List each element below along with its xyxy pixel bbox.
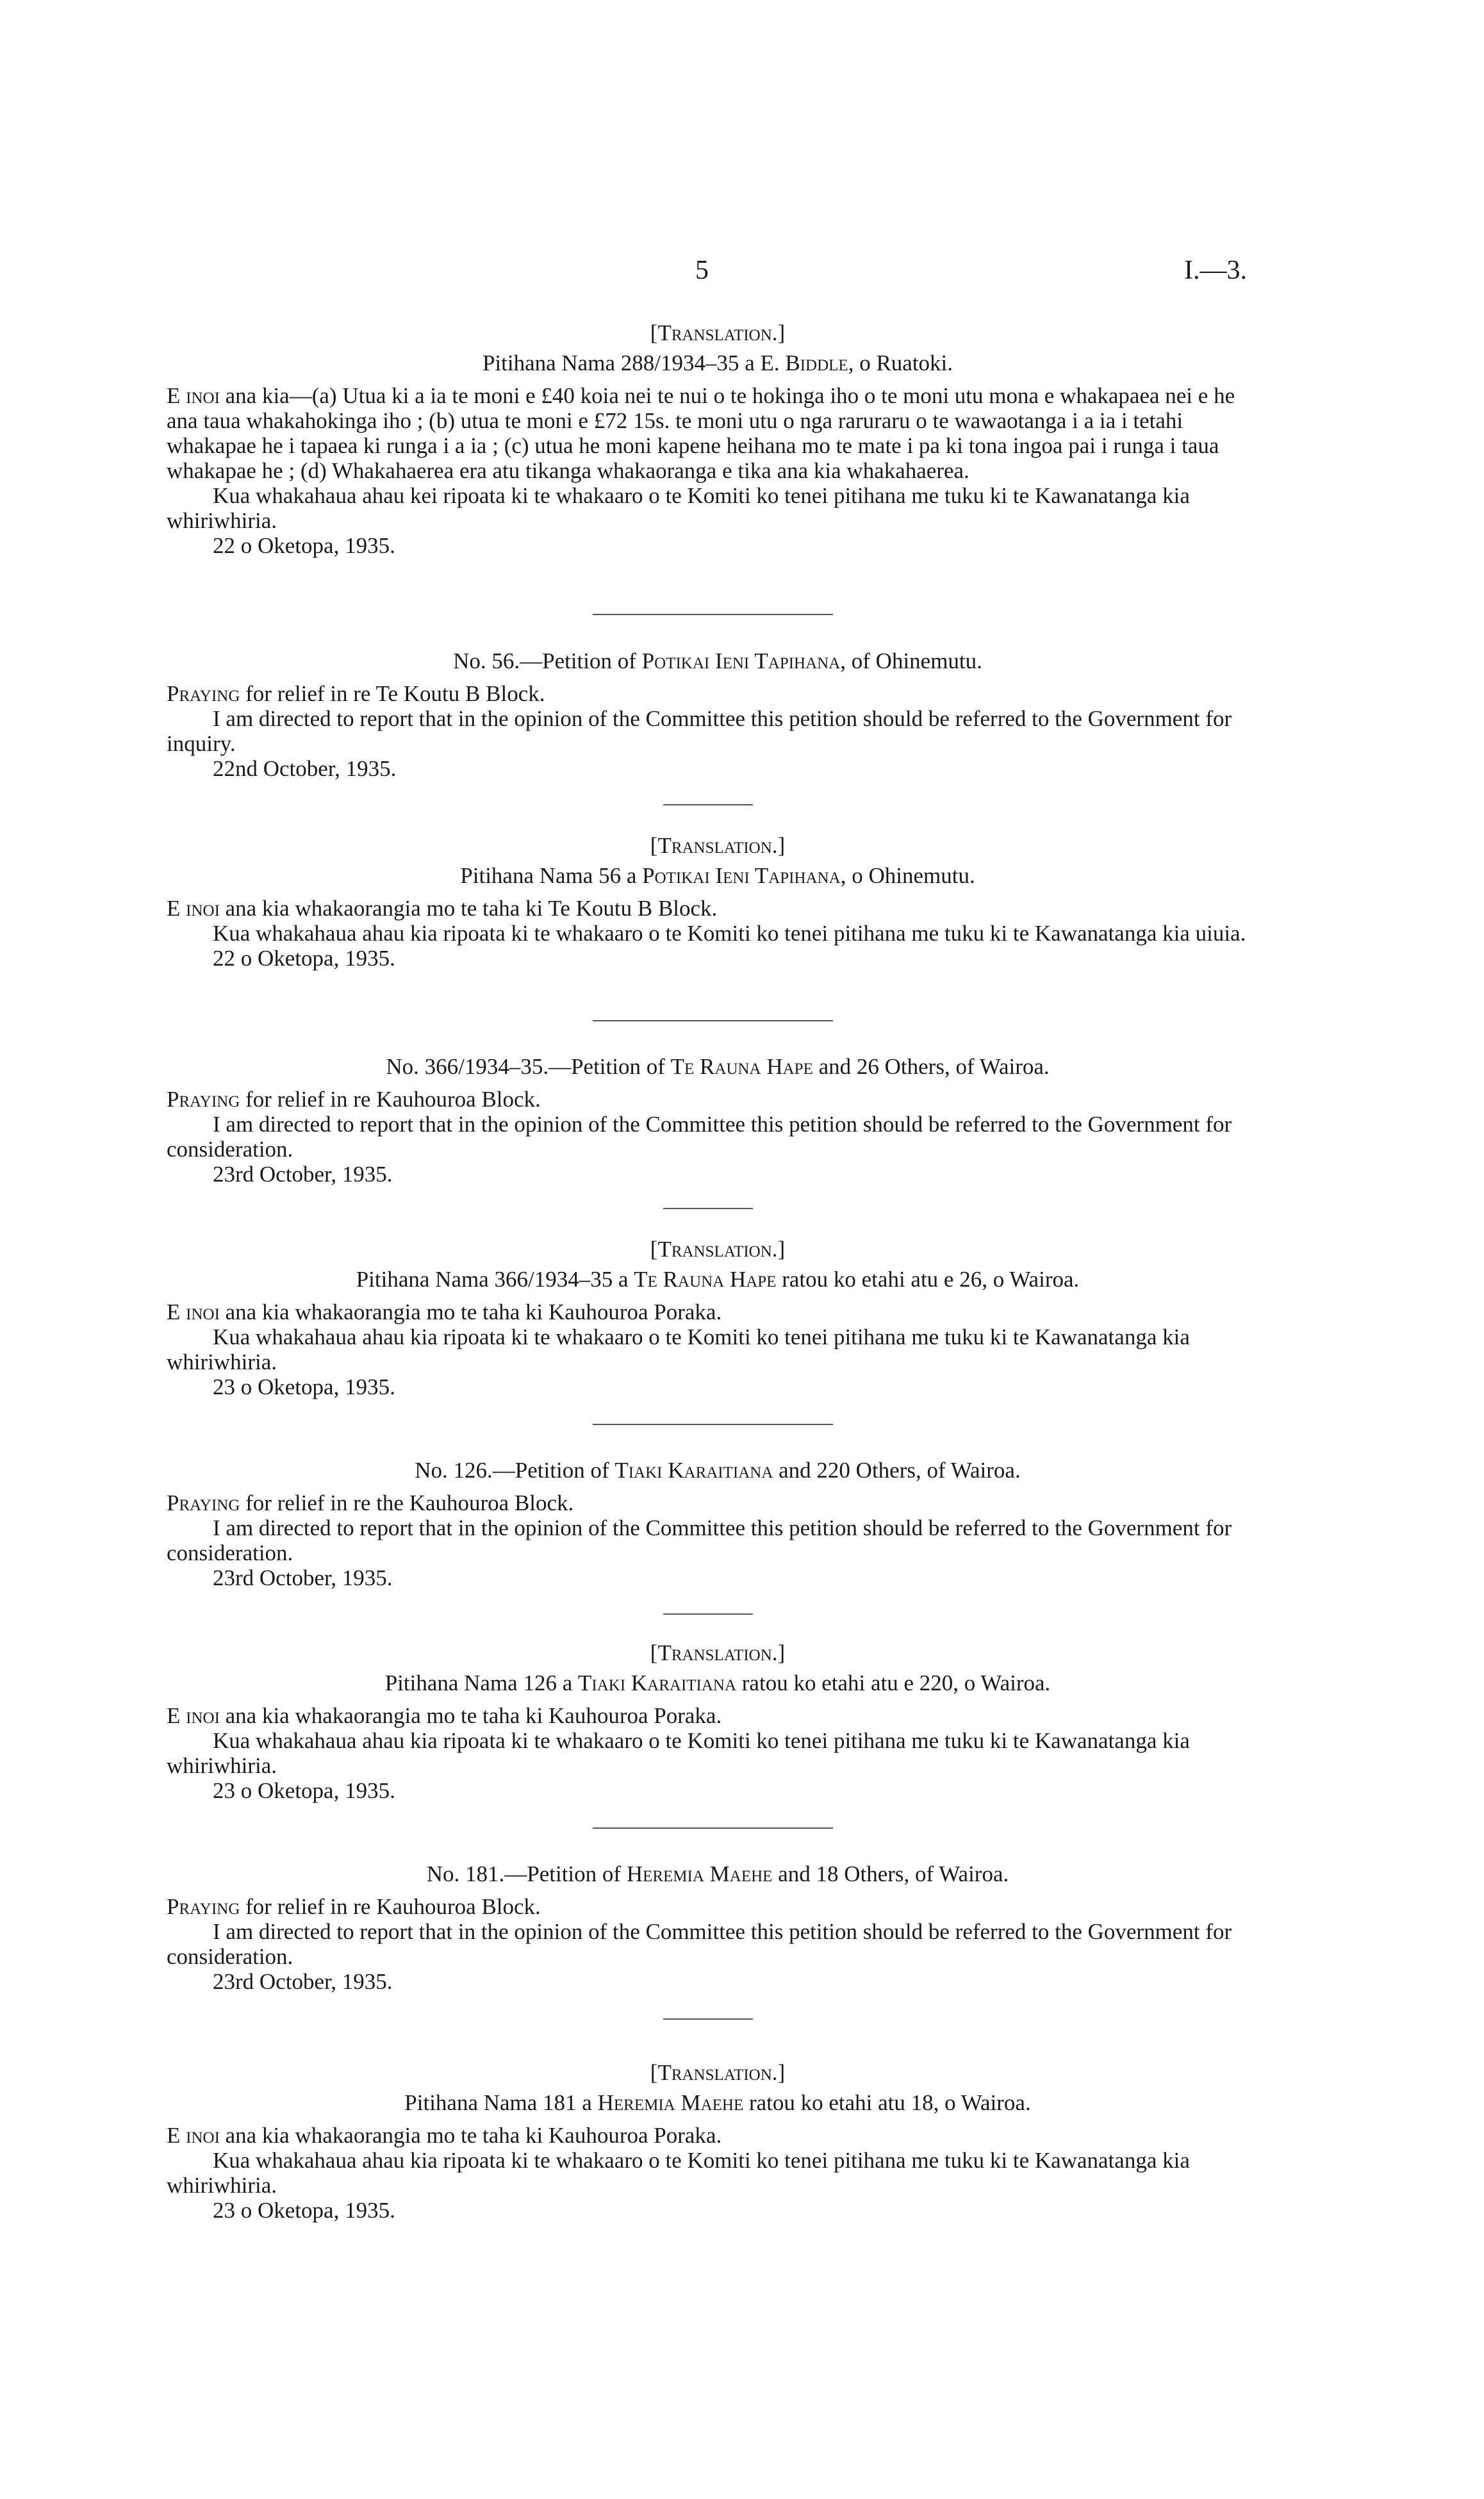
petitioner-name: Tiaki Karaitiana [578, 1670, 737, 1695]
report-paragraph: Kua whakahaua ahau kia ripoata ki te whakaaro o te Komiti ko tenei pitihana me tuku ki te Kawanatanga kia uiuia. [213, 921, 1246, 946]
translation-section-366 [167, 1237, 1269, 1399]
section-heading [167, 648, 1269, 673]
prayer-lead: Praying [167, 1894, 240, 1919]
petitioner-name: Heremia Maehe [626, 1861, 773, 1886]
prayer-body: ana kia whakaorangia mo te taha ki Kauhouroa Poraka. [219, 2123, 722, 2148]
prayer-lead: Praying [167, 681, 240, 706]
heading-prefix: Pitihana Nama 288/1934–35 a [482, 351, 761, 375]
petitioner-name: Potikai Ieni Tapihana [641, 648, 841, 673]
heading-prefix: No. 181.—Petition of [426, 1861, 627, 1886]
report-paragraph: Kua whakahaua ahau kia ripoata ki te whakaaro o te Komiti ko tenei pitihana me tuku ki te Kawanatanga kia whiriwhiria. [167, 1324, 1190, 1374]
report-date: 22 o Oketopa, 1935. [213, 946, 395, 971]
prayer-paragraph [167, 896, 1269, 921]
translation-section-181 [167, 2060, 1269, 2223]
prayer-paragraph [167, 1087, 1269, 1112]
heading-suffix: ratou ko etahi atu e 26, o Wairoa. [776, 1267, 1080, 1292]
heading-prefix: No. 56.—Petition of [453, 648, 642, 673]
prayer-paragraph [167, 1703, 1269, 1728]
prayer-lead: E inoi [167, 1299, 220, 1324]
prayer-lead: Praying [167, 1490, 240, 1515]
report-date: 23 o Oketopa, 1935. [213, 1778, 395, 1803]
translation-label: [Translation.] [650, 833, 786, 858]
petition-section-126 [167, 1458, 1269, 1590]
petition-section-366 [167, 1054, 1269, 1187]
page-number: 5 [695, 256, 709, 285]
translation-section-56 [167, 833, 1269, 971]
prayer-body: for relief in re the Kauhouroa Block. [240, 1490, 574, 1515]
report-date: 23rd October, 1935. [213, 1565, 393, 1590]
report-paragraph: Kua whakahaua ahau kei ripoata ki te whakaaro o te Komiti ko tenei pitihana me tuku ki te Kawanatanga kia whiriwhiria. [167, 483, 1190, 533]
report-date: 23rd October, 1935. [213, 1969, 393, 1994]
section-heading [167, 1054, 1269, 1079]
translation-label: [Translation.] [650, 2060, 786, 2085]
prayer-lead: E inoi [167, 2123, 220, 2148]
report-paragraph: I am directed to report that in the opinion of the Committee this petition should be referred to the Government for inquiry. [167, 706, 1232, 756]
prayer-paragraph [167, 2123, 1269, 2148]
prayer-body: ana kia whakaorangia mo te taha ki Kauhouroa Poraka. [219, 1703, 722, 1728]
section-divider [663, 1208, 753, 1209]
prayer-paragraph [167, 1490, 1269, 1515]
heading-suffix: and 26 Others, of Wairoa. [812, 1054, 1050, 1079]
prayer-body: for relief in re Kauhouroa Block. [240, 1894, 541, 1919]
section-heading [167, 1458, 1269, 1483]
petitioner-name: Heremia Maehe [597, 2090, 744, 2115]
section-divider [663, 2018, 753, 2020]
section-divider [663, 804, 753, 805]
petition-section-181 [167, 1861, 1269, 1994]
prayer-body: ana kia whakaorangia mo te taha ki Te Koutu B Block. [219, 896, 718, 921]
report-date: 23 o Oketopa, 1935. [213, 1374, 395, 1399]
heading-suffix: , of Ohinemutu. [840, 648, 982, 673]
prayer-paragraph [167, 681, 1269, 706]
section-divider [593, 614, 833, 615]
petition-section-56 [167, 648, 1269, 781]
report-paragraph: I am directed to report that in the opinion of the Committee this petition should be referred to the Government for consideration. [167, 1515, 1232, 1565]
heading-suffix: and 18 Others, of Wairoa. [772, 1861, 1009, 1886]
report-date: 23 o Oketopa, 1935. [213, 2198, 395, 2223]
prayer-body: ana kia whakaorangia mo te taha ki Kauhouroa Poraka. [219, 1299, 722, 1324]
report-paragraph: I am directed to report that in the opinion of the Committee this petition should be referred to the Government for consideration. [167, 1112, 1232, 1162]
prayer-lead: E inoi [167, 1703, 220, 1728]
petitioner-name: Te Rauna Hape [634, 1267, 777, 1292]
heading-suffix: ratou ko etahi atu 18, o Wairoa. [743, 2090, 1031, 2115]
prayer-lead: Praying [167, 1087, 240, 1112]
prayer-body: ana kia—(a) Utua ki a ia te moni e £40 koia nei te nui o te hokinga iho o te moni utu mona e whakapaea nei e he ana taua whakahokinga iho ; (b) utua te moni e £72 15s. te moni utu o nga raruraru o te wawaotanga i a ia i tetahi whakapae he i tapaea ki runga i a ia ; (c) utua he moni kapene heihana mo te mate i pa ki tona ingoa pai i runga i taua whakapae he ; (d) Whakahaerea era atu tikanga whakaoranga e tika ana kia whakahaerea. [167, 383, 1235, 483]
section-heading [167, 863, 1269, 888]
report-paragraph: Kua whakahaua ahau kia ripoata ki te whakaaro o te Komiti ko tenei pitihana me tuku ki te Kawanatanga kia whiriwhiria. [167, 2148, 1190, 2198]
petitioner-name: E. Biddle [760, 351, 848, 375]
petitioner-name: Tiaki Karaitiana [614, 1458, 773, 1483]
section-heading [167, 1267, 1269, 1292]
section-heading [167, 1670, 1269, 1695]
prayer-lead: E inoi [167, 383, 220, 408]
section-divider [593, 1424, 833, 1425]
report-paragraph: Kua whakahaua ahau kia ripoata ki te whakaaro o te Komiti ko tenei pitihana me tuku ki te Kawanatanga kia whiriwhiria. [167, 1728, 1190, 1778]
translation-label: [Translation.] [650, 1237, 786, 1262]
prayer-paragraph [167, 1299, 1269, 1324]
translation-section-biddle [167, 320, 1269, 558]
heading-prefix: Pitihana Nama 126 a [384, 1670, 578, 1695]
report-date: 22nd October, 1935. [213, 756, 397, 781]
heading-prefix: Pitihana Nama 366/1934–35 a [356, 1267, 634, 1292]
prayer-paragraph [167, 383, 1269, 483]
section-heading [167, 1861, 1269, 1886]
heading-prefix: Pitihana Nama 56 a [460, 863, 643, 888]
section-divider [663, 1613, 753, 1615]
report-date: 22 o Oketopa, 1935. [213, 533, 395, 558]
prayer-body: for relief in re Te Koutu B Block. [240, 681, 545, 706]
petitioner-name: Te Rauna Hape [670, 1054, 813, 1079]
heading-prefix: Pitihana Nama 181 a [404, 2090, 598, 2115]
section-heading [167, 351, 1269, 375]
report-date: 23rd October, 1935. [213, 1162, 393, 1187]
heading-suffix: and 220 Others, of Wairoa. [773, 1458, 1021, 1483]
page-reference: I.—3. [1184, 256, 1247, 285]
section-divider [593, 1020, 833, 1021]
translation-label: [Translation.] [650, 1640, 786, 1665]
prayer-paragraph [167, 1894, 1269, 1919]
translation-label: [Translation.] [650, 320, 786, 345]
petitioner-name: Potikai Ieni Tapihana [642, 863, 841, 888]
heading-suffix: ratou ko etahi atu e 220, o Wairoa. [736, 1670, 1051, 1695]
heading-prefix: No. 366/1934–35.—Petition of [386, 1054, 671, 1079]
prayer-body: for relief in re Kauhouroa Block. [240, 1087, 541, 1112]
report-paragraph: I am directed to report that in the opinion of the Committee this petition should be referred to the Government for consideration. [167, 1919, 1232, 1969]
heading-suffix: , o Ohinemutu. [840, 863, 975, 888]
prayer-lead: E inoi [167, 896, 220, 921]
heading-prefix: No. 126.—Petition of [415, 1458, 615, 1483]
translation-section-126 [167, 1640, 1269, 1803]
section-heading [167, 2090, 1269, 2115]
heading-suffix: , o Ruatoki. [848, 351, 953, 375]
section-divider [593, 1827, 833, 1829]
